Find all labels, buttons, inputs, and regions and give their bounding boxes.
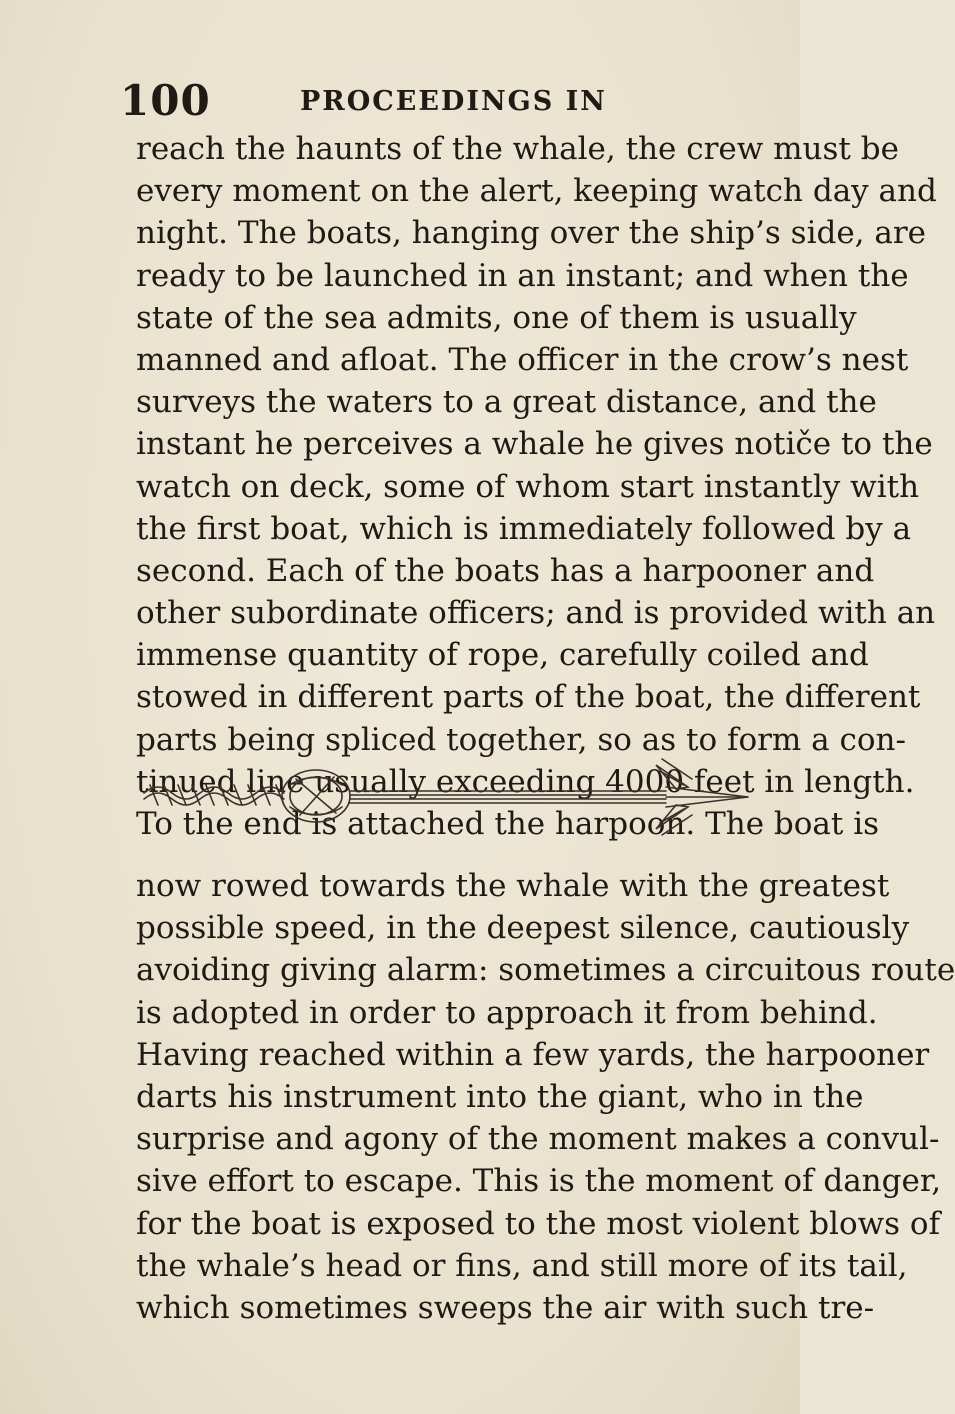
- rope-coil: [144, 785, 284, 805]
- text-line: instant he perceives a whale he gives notiče to the: [136, 426, 933, 463]
- page-number: 100: [120, 76, 211, 125]
- text-line: immense quantity of rope, carefully coiled and: [136, 637, 869, 674]
- text-line: night. The boats, hanging over the ship’s side, are: [136, 215, 927, 252]
- text-line: manned and afloat. The officer in the crow’s nest: [136, 341, 909, 378]
- harpoon-shaft: [350, 791, 666, 803]
- text-line: every moment on the alert, keeping watch day and: [136, 173, 937, 210]
- running-title: PROCEEDINGS IN: [300, 86, 607, 117]
- text-line: state of the sea admits, one of them is usually: [136, 299, 857, 336]
- text-line: other subordinate officers; and is provided with an: [136, 595, 936, 632]
- paragraph-2: [136, 865, 955, 1329]
- harpoon-head: [656, 759, 748, 835]
- text-line: Having reached within a few yards, the harpooner: [136, 1036, 930, 1073]
- splice-knot: [282, 770, 350, 822]
- text-line: darts his instrument into the giant, who in the: [136, 1078, 864, 1115]
- text-line: parts being spliced together, so as to form a con-: [136, 721, 906, 758]
- text-line: second. Each of the boats has a harpooner and: [136, 552, 875, 589]
- text-line: surprise and agony of the moment makes a convul-: [136, 1121, 940, 1158]
- paragraph-1: [136, 128, 937, 845]
- text-line: sive effort to escape. This is the moment of danger,: [136, 1163, 942, 1200]
- text-line: stowed in different parts of the boat, the different: [136, 679, 921, 716]
- text-line: avoiding giving alarm: sometimes a circuitous route: [136, 952, 955, 989]
- text-line: watch on deck, some of whom start instantly with: [136, 468, 920, 505]
- text-line: tinued line usually exceeding 4000 feet in length.: [136, 763, 915, 800]
- text-line: is adopted in order to approach it from behind.: [136, 994, 878, 1031]
- text-line: surveys the waters to a great distance, and the: [136, 384, 877, 421]
- text-line: which sometimes sweeps the air with such tre-: [136, 1289, 875, 1326]
- text-line: reach the haunts of the whale, the crew must be: [136, 131, 899, 167]
- text-line: the whale’s head or fins, and still more of its tail,: [136, 1247, 908, 1284]
- text-line: ready to be launched in an instant; and when the: [136, 257, 909, 294]
- text-line: possible speed, in the deepest silence, cautiously: [136, 910, 910, 947]
- text-line: now rowed towards the whale with the greatest: [136, 868, 890, 904]
- text-line: To the end is attached the harpoon. The boat is: [136, 806, 880, 842]
- running-head: [120, 68, 740, 128]
- text-line: for the boat is exposed to the most violent blows of: [136, 1205, 941, 1242]
- harpoon-svg: [136, 745, 915, 845]
- harpoon-illustration-icon: [136, 745, 915, 845]
- text-line: the first boat, which is immediately followed by a: [136, 510, 912, 547]
